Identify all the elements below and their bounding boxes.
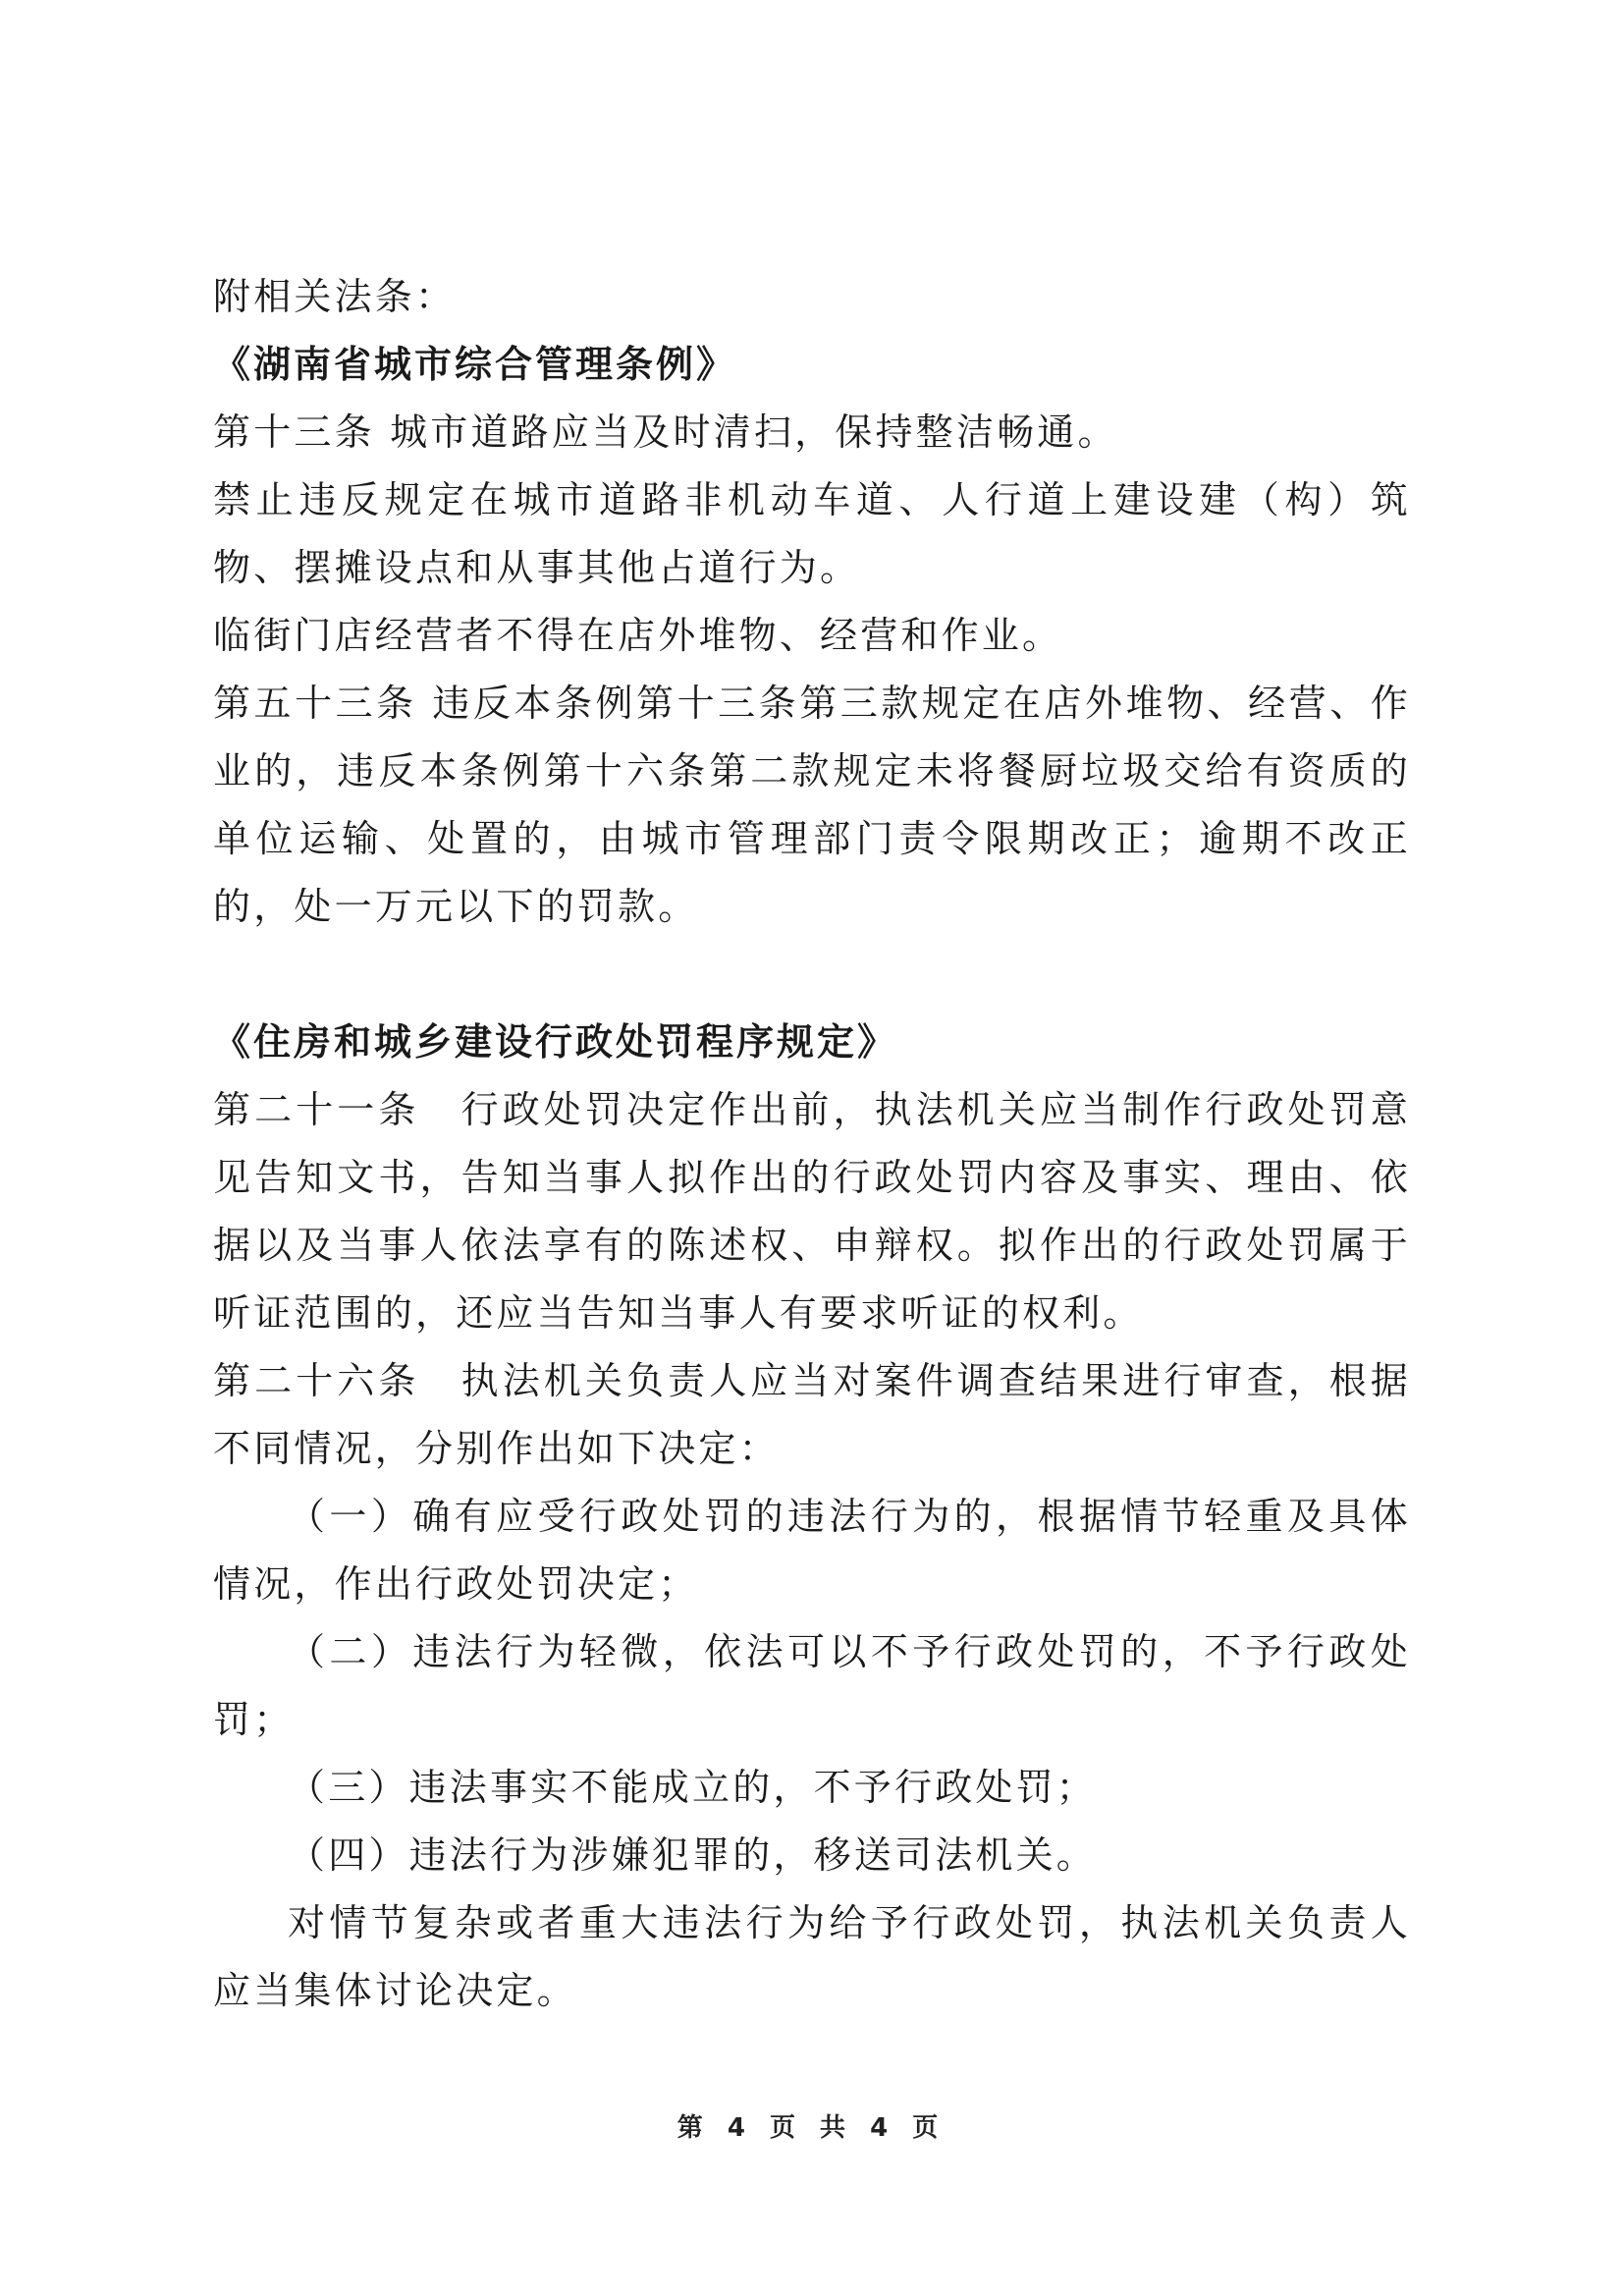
list-item: （二）违法行为轻微，依法可以不予行政处罚的，不予行政处罚； (213, 1630, 1411, 1741)
closing-paragraph: 对情节复杂或者重大违法行为给予行政处罚，执法机关负责人应当集体讨论决定。 (213, 1901, 1411, 2012)
article-13-paragraph-2: 禁止违反规定在城市道路非机动车道、人行道上建设建（构）筑物、摆摊设点和从事其他占道行为。 (213, 478, 1411, 589)
intro-line: 附相关法条： (213, 275, 457, 318)
page-number: 第 4 页 共 4 页 (676, 2113, 947, 2143)
article-13-paragraph-3: 临街门店经营者不得在店外堆物、经营和作业。 (213, 614, 1063, 657)
article-13: 第十三条 城市道路应当及时清扫，保持整洁畅通。 (213, 410, 1118, 454)
document-body (213, 263, 1411, 2025)
article-26: 第二十六条 执法机关负责人应当对案件调查结果进行审查，根据不同情况，分别作出如下决定： (213, 1359, 1411, 1470)
section-gap (213, 941, 1411, 1009)
list-item: （三）违法事实不能成立的，不予行政处罚； (288, 1766, 1098, 1809)
article-53: 第五十三条 违反本条例第十三条第三款规定在店外堆物、经营、作业的，违反本条例第十六条第二款规定未将餐厨垃圾交给有资质的单位运输、处置的，由城市管理部门责令限期改正；逾期不改正的，处一万元以下的罚款。 (213, 682, 1411, 928)
article-21: 第二十一条 行政处罚决定作出前，执法机关应当制作行政处罚意见告知文书，告知当事人拟作出的行政处罚内容及事实、理由、依据以及当事人依法享有的陈述权、申辩权。拟作出的行政处罚属于听证范围的，还应当告知当事人有要求听证的权利。 (213, 1088, 1411, 1335)
list-item: （一）确有应受行政处罚的违法行为的，根据情节轻重及具体情况，作出行政处罚决定； (213, 1495, 1411, 1606)
law-title-hunan: 《湖南省城市综合管理条例》 (213, 343, 737, 386)
law-title-housing: 《住房和城乡建设行政处罚程序规定》 (213, 1020, 898, 1064)
list-item: （四）违法行为涉嫌犯罪的，移送司法机关。 (288, 1833, 1098, 1877)
